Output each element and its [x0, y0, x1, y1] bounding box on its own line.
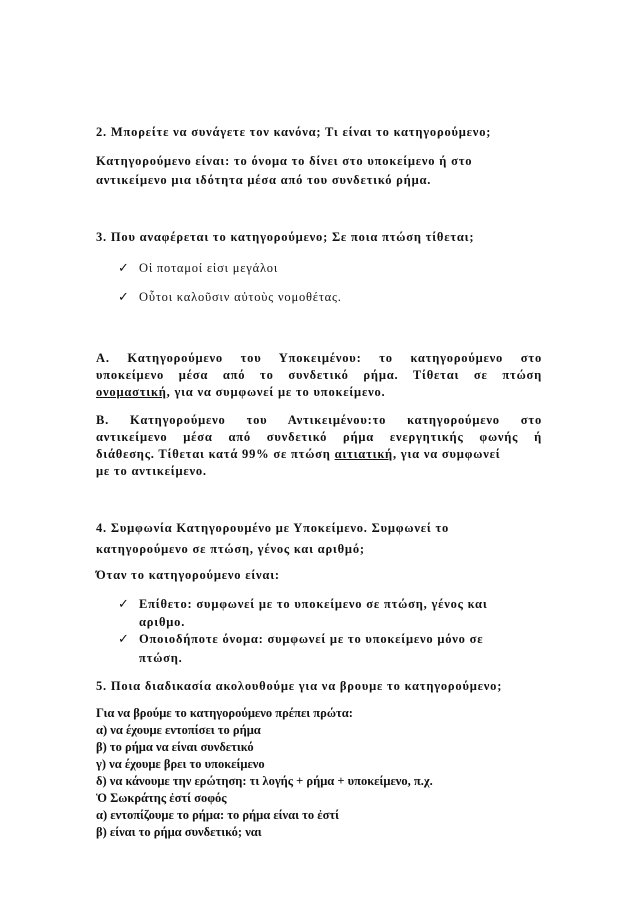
procedure-line: α) εντοπίζουμε το ρήμα: το ρήμα είναι το ἐστί	[96, 808, 340, 822]
checkmark-icon: ✓	[118, 260, 129, 275]
procedure-line: Για να βρούμε το κατηγορούμενο πρέπει πρώτα:	[96, 706, 353, 720]
checkmark-icon: ✓	[118, 289, 129, 304]
bullet-adjective-line-2: αριθμο.	[139, 615, 186, 629]
bullet-noun-line-1: Οποιοδήποτε όνομα: συμφωνεί με το υποκείμενο μόνο σε	[139, 632, 484, 646]
section-b-line-1: Β. Κατηγορούμενο του Αντικειμένου:το κατηγορούμενο στο	[96, 413, 542, 427]
bullet-adjective-line-1: Επίθετο: συμφωνεί με το υποκείμενο σε πτώση, γένος και	[139, 597, 488, 611]
section-b-line-4: με το αντικείμενο.	[96, 464, 207, 478]
accusative-term: αιτιατική	[334, 447, 393, 461]
question-5: 5. Ποια διαδικασία ακολουθούμε για να βρουμε το κατηγορούμενο;	[96, 679, 503, 693]
example-2: Οὗτοι καλοῦσιν αὐτοὺς νομοθέτας.	[139, 290, 342, 304]
when-heading: Όταν το κατηγορούμενο είναι:	[96, 568, 280, 582]
procedure-line: α) να έχουμε εντοπίσει το ρήμα	[96, 723, 261, 737]
checkmark-icon: ✓	[118, 631, 129, 646]
question-3: 3. Που αναφέρεται το κατηγορούμενο; Σε ποια πτώση τίθεται;	[96, 230, 475, 244]
question-2: 2. Μπορείτε να συνάγετε τον κανόνα; Τι είναι το κατηγορούμενο;	[96, 125, 492, 139]
procedure-line: γ) να έχουμε βρει το υποκείμενο	[96, 757, 265, 771]
procedure-line: β) είναι το ρήμα συνδετικό; ναι	[96, 825, 262, 839]
section-a-line-3: ονομαστική, για να συμφωνεί με το υποκείμενο.	[96, 385, 386, 399]
bullet-noun-line-2: πτώση.	[139, 651, 183, 665]
checkmark-icon: ✓	[118, 596, 129, 611]
section-a-line-1: Α. Κατηγορούμενο του Υποκειμένου: το κατηγορούμενο στο	[96, 351, 542, 365]
section-b-line-3: διάθεσης. Τίθεται κατά 99% σε πτώση αιτιατική, για να συμφωνεί	[96, 447, 501, 461]
procedure-line: Ὁ Σωκράτης ἐστί σοφός	[96, 791, 227, 805]
section-a-line-2: υποκείμενο μέσα από το συνδετικό ρήμα. Τίθεται σε πτώση	[96, 368, 542, 382]
procedure-line: β) το ρήμα να είναι συνδετικό	[96, 740, 254, 754]
question-4-line-1: 4. Συμφωνία Κατηγορουμένο με Υποκείμενο. Συμφωνεί το	[96, 521, 450, 535]
section-b-line-2: αντικείμενο μέσα από συνδετικό ρήμα ενεργητικής φωνής ή	[96, 430, 542, 444]
answer-2-line-2: αντικείμενο μια ιδότητα μέσα από του συνδετικό ρήμα.	[96, 173, 432, 187]
question-4-line-2: κατηγορούμενο σε πτώση, γένος και αριθμό;	[96, 542, 365, 556]
answer-2-line-1: Κατηγορούμενο είναι: το όνομα το δίνει στο υποκείμενο ή στο	[96, 154, 473, 168]
procedure-line: δ) να κάνουμε την ερώτηση: τι λογής + ρήμα + υποκείμενο, π.χ.	[96, 774, 433, 788]
nominative-term: ονομαστική	[96, 385, 167, 399]
example-1: Οἱ ποταμοί εἰσι μεγάλοι	[139, 261, 279, 275]
